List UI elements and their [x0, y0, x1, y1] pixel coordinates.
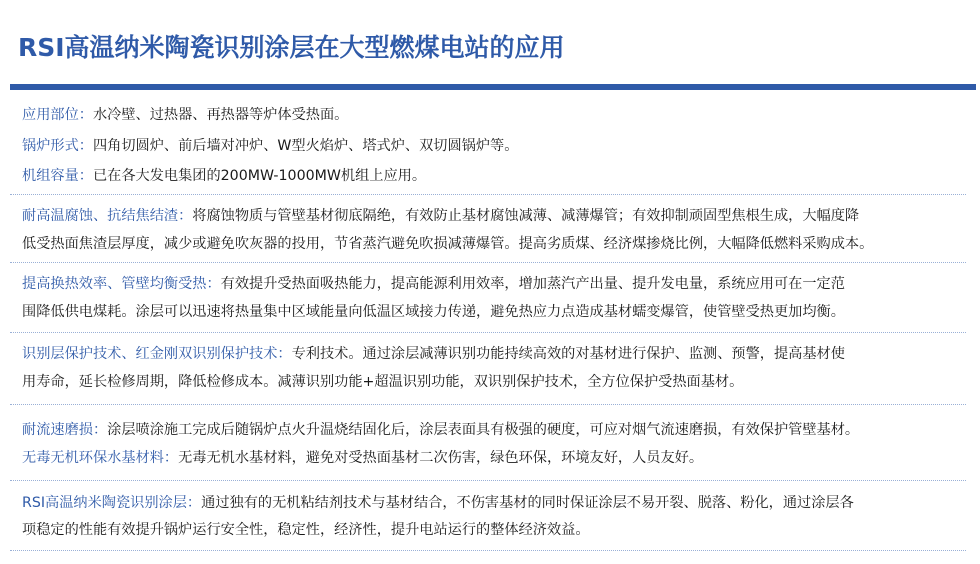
item-non-toxic-material [22, 445, 972, 471]
item-text: 有效提升受热面吸热能力，提高能源利用效率，增加蒸汽产出量、提升发电量，系统应用可在一定范 [220, 276, 845, 292]
item-label: 应用部位： [22, 107, 93, 123]
item-label: 提高换热效率、管壁均衡受热： [22, 276, 221, 292]
item-heat-transfer [22, 271, 972, 297]
section-divider [10, 332, 966, 333]
title-underline [10, 84, 976, 90]
item-wear-resistance [22, 417, 972, 443]
item-continuation: 围降低供电煤耗。涂层可以迅速将热量集中区域能量向低温区域接力传递，避免热应力点造成基材蠕变爆管，使管壁受热更加均衡。 [22, 304, 845, 320]
item-label: 识别层保护技术、红金刚双识别保护技术： [22, 346, 292, 362]
item-text: 专利技术。通过涂层减薄识别功能持续高效的对基材进行保护、监测、预警，提高基材使 [291, 346, 845, 362]
item-label: 无毒无机环保水基材料： [22, 450, 179, 466]
item-unit-capacity [22, 163, 972, 189]
item-corrosion-resistance [22, 203, 972, 229]
item-rsi-coating [22, 490, 972, 516]
item-label: 耐流速磨损： [22, 422, 108, 438]
section-divider [10, 550, 966, 551]
item-continuation: 项稳定的性能有效提升锅炉运行安全性，稳定性，经济性，提升电站运行的整体经济效益。 [22, 522, 590, 538]
item-text: 涂层喷涂施工完成后随锅炉点火升温烧结固化后，涂层表面具有极强的硬度，可应对烟气流速磨损，有效保护管壁基材。 [107, 422, 860, 438]
item-text: 四角切圆炉、前后墙对冲炉、W型火焰炉、塔式炉、双切圆锅炉等。 [92, 138, 519, 154]
section-divider [10, 194, 966, 195]
item-continuation: 低受热面焦渣层厚度，减少或避免吹灰器的投用，节省蒸汽避免吹损减薄爆管。提高劣质煤、经济煤掺烧比例，大幅降低燃料采购成本。 [22, 236, 874, 252]
page-title: RSI高温纳米陶瓷识别涂层在大型燃煤电站的应用 [18, 33, 565, 62]
item-text: 已在各大发电集团的200MW-1000MW机组上应用。 [92, 168, 427, 184]
item-label: RSI高温纳米陶瓷识别涂层： [22, 495, 202, 511]
item-identification-protection [22, 341, 972, 367]
item-text: 将腐蚀物质与管壁基材彻底隔绝，有效防止基材腐蚀减薄、减薄爆管；有效抑制顽固型焦根生成，大幅度降 [192, 208, 860, 224]
item-application-area [22, 102, 972, 128]
item-boiler-type [22, 133, 972, 159]
section-divider [10, 262, 966, 263]
section-divider [10, 404, 966, 405]
item-text: 无毒无机水基材料，避免对受热面基材二次伤害，绿色环保，环境友好，人员友好。 [178, 450, 704, 466]
item-label: 机组容量： [22, 168, 93, 184]
item-label: 锅炉形式： [22, 138, 93, 154]
section-divider [10, 480, 966, 481]
item-label: 耐高温腐蚀、抗结焦结渣： [22, 208, 193, 224]
item-text: 通过独有的无机粘结剂技术与基材结合，不伤害基材的同时保证涂层不易开裂、脱落、粉化，通过涂层各 [201, 495, 854, 511]
item-text: 水冷壁、过热器、再热器等炉体受热面。 [92, 107, 349, 123]
item-continuation: 用寿命，延长检修周期，降低检修成本。减薄识别功能+超温识别功能，双识别保护技术，全方位保护受热面基材。 [22, 374, 744, 390]
